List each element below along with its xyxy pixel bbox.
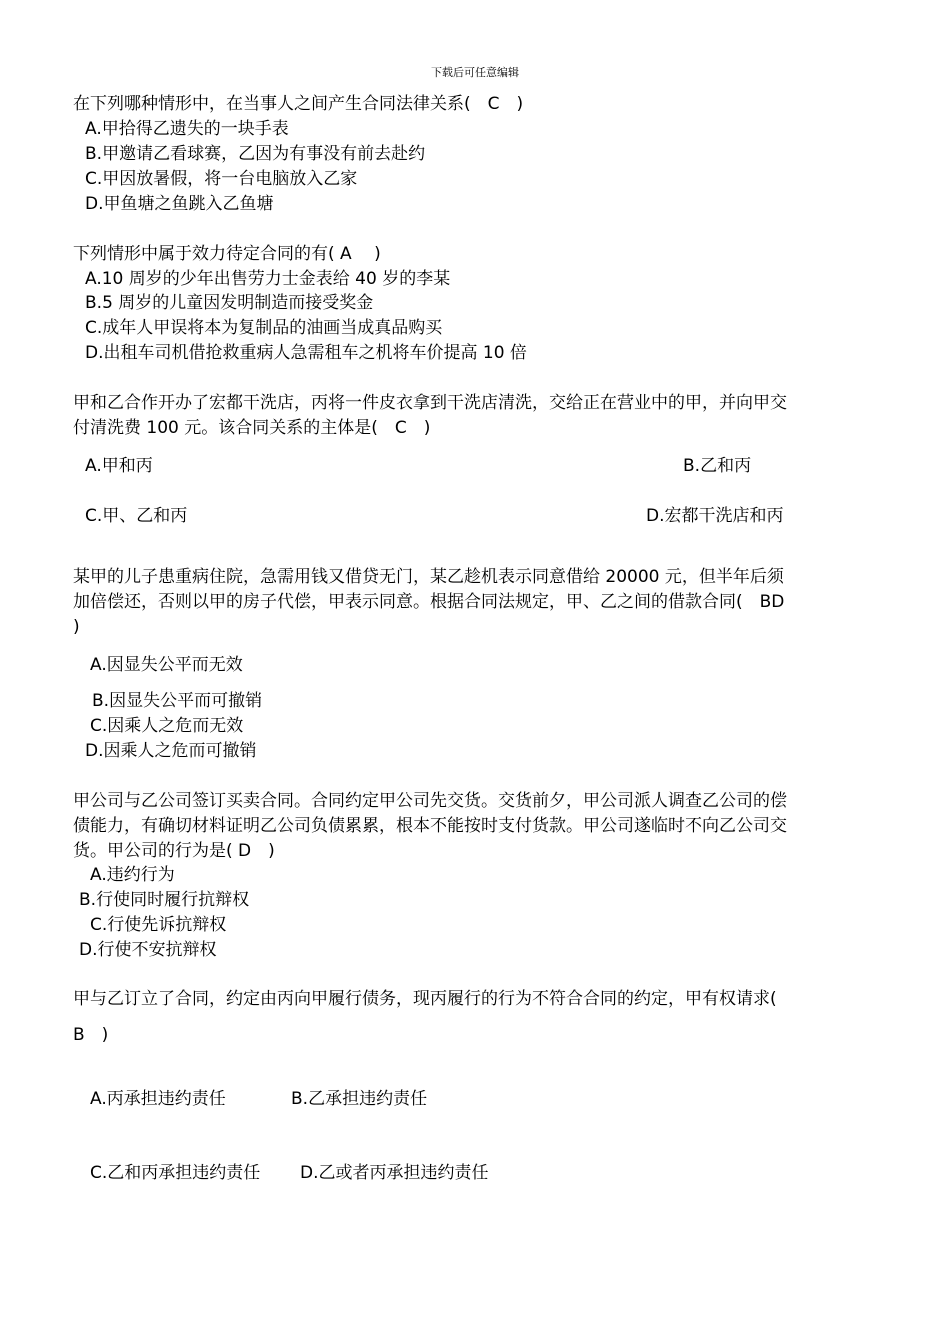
question-5-option-b: B.行使同时履行抗辩权 bbox=[79, 890, 250, 910]
question-5-stem-line-2: 债能力，有确切材料证明乙公司负债累累，根本不能按时支付货款。甲公司遂临时不向乙公司交 bbox=[73, 816, 787, 836]
question-6-option-a: A.丙承担违约责任 bbox=[90, 1089, 226, 1109]
question-5-stem-line-1: 甲公司与乙公司签订买卖合同。合同约定甲公司先交货。交货前夕，甲公司派人调查乙公司的偿 bbox=[73, 791, 787, 811]
question-2-option-a: A.10 周岁的少年出售劳力士金表给 40 岁的李某 bbox=[85, 269, 451, 289]
question-6-option-c: C.乙和丙承担违约责任 bbox=[90, 1163, 261, 1183]
question-5-option-a: A.违约行为 bbox=[90, 865, 175, 885]
question-3-option-c: C.甲、乙和丙 bbox=[85, 506, 188, 526]
question-5-option-c: C.行使先诉抗辩权 bbox=[90, 915, 227, 935]
question-1-stem: 在下列哪种情形中，在当事人之间产生合同法律关系( C ) bbox=[73, 94, 524, 114]
question-4-option-c: C.因乘人之危而无效 bbox=[90, 716, 244, 736]
question-2-option-d: D.出租车司机借抢救重病人急需租车之机将车价提高 10 倍 bbox=[85, 343, 527, 363]
question-1-option-c: C.甲因放暑假，将一台电脑放入乙家 bbox=[85, 169, 358, 189]
question-4-option-a: A.因显失公平而无效 bbox=[90, 655, 243, 675]
question-4-stem-line-3: ) bbox=[73, 617, 80, 637]
question-4-option-b: B.因显失公平而可撤销 bbox=[92, 691, 263, 711]
question-1-option-a: A.甲拾得乙遗失的一块手表 bbox=[85, 119, 289, 139]
question-3-stem-line-2: 付清洗费 100 元。该合同关系的主体是( C ) bbox=[73, 418, 431, 438]
question-3-option-b: B.乙和丙 bbox=[683, 456, 752, 476]
question-1-option-b: B.甲邀请乙看球赛，乙因为有事没有前去赴约 bbox=[85, 144, 426, 164]
question-6-option-b: B.乙承担违约责任 bbox=[291, 1089, 428, 1109]
question-3-stem-line-1: 甲和乙合作开办了宏都干洗店，丙将一件皮衣拿到干洗店清洗，交给正在营业中的甲，并向甲交 bbox=[73, 393, 787, 413]
question-6-stem-line-1: 甲与乙订立了合同，约定由丙向甲履行债务，现丙履行的行为不符合合同的约定，甲有权请求( bbox=[73, 989, 777, 1009]
question-4-option-d: D.因乘人之危而可撤销 bbox=[85, 741, 257, 761]
question-2-option-b: B.5 周岁的儿童因发明制造而接受奖金 bbox=[85, 293, 374, 313]
question-5-option-d: D.行使不安抗辩权 bbox=[79, 940, 217, 960]
question-6-option-d: D.乙或者丙承担违约责任 bbox=[300, 1163, 489, 1183]
question-3-option-a: A.甲和丙 bbox=[85, 456, 153, 476]
question-1-option-d: D.甲鱼塘之鱼跳入乙鱼塘 bbox=[85, 194, 274, 214]
question-2-option-c: C.成年人甲误将本为复制品的油画当成真品购买 bbox=[85, 318, 443, 338]
question-6-stem-line-2: B ) bbox=[73, 1025, 109, 1045]
question-4-stem-line-1: 某甲的儿子患重病住院，急需用钱又借贷无门，某乙趁机表示同意借给 20000 元，但半年后须 bbox=[73, 567, 784, 587]
question-5-stem-line-3: 货。甲公司的行为是( D ) bbox=[73, 841, 275, 861]
question-4-stem-line-2: 加倍偿还，否则以甲的房子代偿，甲表示同意。根据合同法规定，甲、乙之间的借款合同( BD bbox=[73, 592, 785, 612]
question-3-option-d: D.宏都干洗店和丙 bbox=[646, 506, 784, 526]
question-2-stem: 下列情形中属于效力待定合同的有( A ) bbox=[73, 244, 381, 264]
page-header: 下载后可任意编辑 bbox=[431, 66, 519, 79]
